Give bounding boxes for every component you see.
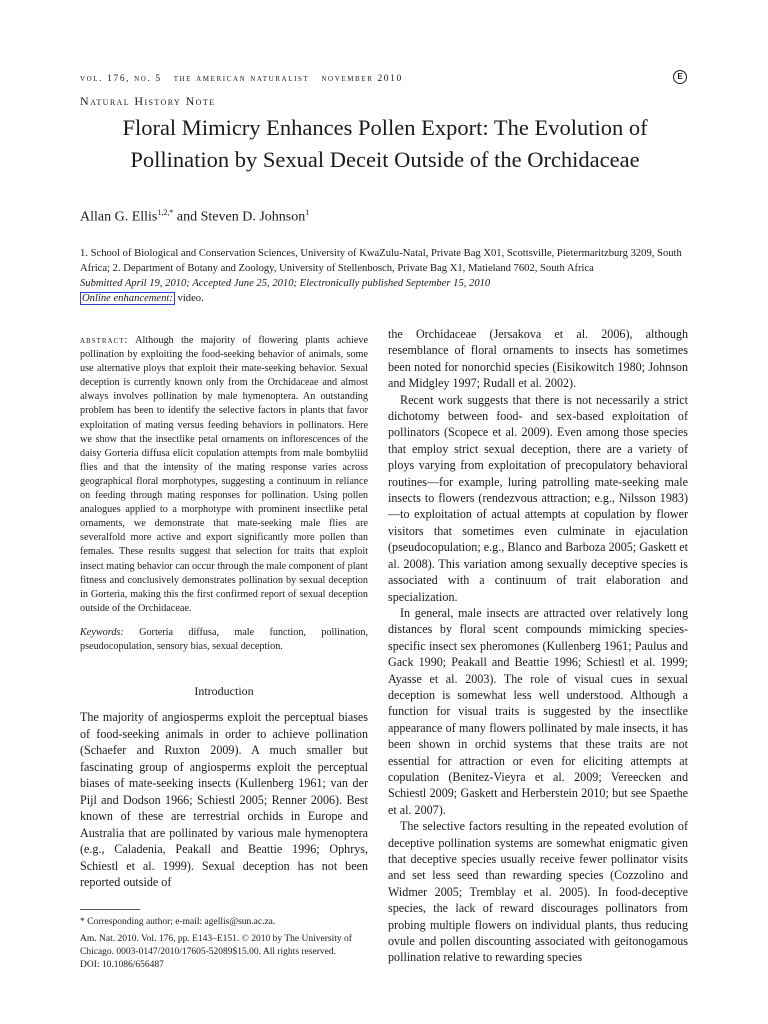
doi: DOI: 10.1086/656487 xyxy=(80,959,164,970)
footnote-divider xyxy=(80,909,140,910)
footnote: * Corresponding author; e-mail: agellis@sun.ac.za. xyxy=(80,916,276,927)
body-paragraph: the Orchidaceae (Jersakova et al. 2006), although resemblance of floral ornaments to insects has sometimes been noted for nonorchid species (Eisikowitch 1980; Johnson and Midgley 1997; Rudall et al. 2002). xyxy=(388,327,688,391)
author-connector: and xyxy=(173,209,201,225)
author-affiliation-marker: 1,2,* xyxy=(157,208,174,217)
keywords-text: Gorteria diffusa, male function, pollination, pseudocopulation, sensory bias, sexual deception. xyxy=(80,626,368,652)
submission-dates: Submitted April 19, 2010; Accepted June 25, 2010; Electronically published September 15, 2010 xyxy=(80,278,491,289)
publication-info: Am. Nat. 2010. Vol. 176, pp. E143–E151. © 2010 by The University of Chicago. 0003-0147/2010/17605-52089$15.00. All rights reserved. xyxy=(80,933,352,957)
author-name: Allan G. Ellis xyxy=(80,209,158,225)
author-list xyxy=(80,208,309,226)
abstract xyxy=(80,334,368,616)
affiliations: 1. School of Biological and Conservation Sciences, University of KwaZulu-Natal, Private Bag X01, Scottsville, Pietermaritzburg 3209, South Africa; 2. Department of Botany and Zoology, University of Stellenbosch, Private Bag X1, Matieland 7602, South Africa xyxy=(80,248,682,274)
section-label: Natural History Note xyxy=(80,94,216,108)
issue-date: november 2010 xyxy=(321,74,403,84)
body-paragraph: In general, male insects are attracted over relatively long distances by floral scent compounds mimicking species-specific insect sex pheromones (Kullenberg 1961; Paulus and Gack 1990; Peakall and Beattie 1996; Schiestl et al. 1999; Ayasse et al. 2003). The role of visual cues in sexual deception is somewhat less well understood. Although a function for visual traits is suggested by the insectlike appearance of many flowers pollinated by male insects, it has been shown in orchid systems that these traits are not essential for attraction or even for eliciting attempts at copulation (Benitez-Vieyra et al. 2009; Vereecken and Schiestl 2009; Gaskett and Herberstein 2010; but see Spaethe et al. 2007). xyxy=(388,605,688,817)
online-enhancement-link[interactable]: Online enhancement: xyxy=(82,293,173,304)
keywords xyxy=(80,626,368,654)
volume-info: vol. 176, no. 5 xyxy=(80,74,162,84)
body-paragraph: Recent work suggests that there is not necessarily a strict dichotomy between food- and sex-based exploitation of pollinators (Scopece et al. 2009). Even among those species that employ strict sexual deception, there are a variety of ploys varying from exploitation of precopulatory behavioral routines—for example, luring patrolling mate-seeking male insects to flowers (rendezvous attraction; e.g., Nilsson 1983)—to exploitation of actual attempts at copulation by flower visitors that sometimes even culminate in ejaculation (pseudocopulation; e.g., Blanco and Barboza 2005; Gaskett et al. 2008). This variation among sexually deceptive species is associated with a continuum of trait elaboration and specialization. xyxy=(388,392,688,604)
online-enhancement-text: video. xyxy=(174,293,204,304)
author-name: Steven D. Johnson xyxy=(200,209,306,225)
body-paragraph: The majority of angiosperms exploit the perceptual biases of food-seeking animals in order to achieve pollination (Schaefer and Ruxton 2009). A much smaller but fascinating group of angiosperms exploit the perceptual biases of mate-seeking insects (Kullenberg 1961; van der Pijl and Dodson 1966; Schiestl 2005; Renner 2006). Best known of these are terrestrial orchids in Europe and Australia that are pollinated by various male hymenoptera (e.g., Caladenia, Peakall and Beattie 1996; Ophrys, Schiestl et al. 1999). Sexual deception has not been reported outside of xyxy=(80,710,368,890)
online-enhancement xyxy=(80,293,204,304)
enhancement-icon: E xyxy=(673,70,687,84)
abstract-text: Although the majority of flowering plants achieve pollination by exploiting the food-seeking behavior of animals, some use alternative ploys that exploit their mate-seeking behavior. Sexual deception is currently known only from the Orchidaceae and almost always involves pollination by male hymenoptera. An outstanding problem has been to identify the selective factors in plants that favor exploitation of mating versus feeding behaviors in pollinators. Here we show that the insectlike petal ornaments on inflorescences of the daisy Gorteria diffusa elicit copulation attempts from male bombyliid flies and that the intensity of the mating response varies across geographical floral morphotypes, suggesting a continuum in reliance on feeding through mating responses for pollination. Using pollen analogues applied to a morphotype with prominent insectlike petal ornaments, we demonstrate that mate-seeking male flies are severalfold more active and export significantly more pollen than females. These results suggest that selection for traits that exploit insect mating behavior can occur through the male component of plant fitness and conclusively demonstrates pollination by sexual deception in Gorteria, making this the first confirmed report of sexual deception outside of the Orchidaceae. xyxy=(80,335,368,614)
journal-name: the american naturalist xyxy=(173,74,310,84)
body-paragraph: The selective factors resulting in the repeated evolution of deceptive pollination systems are somewhat enigmatic given that deceptive species usually receive fewer pollinator visits and set less seed than rewarding species (Cozzolino and Widmer 2005; Tremblay et al. 2005). In food-deceptive species, the lack of reward discourages pollinators from probing multiple flowers on individual plants, thus reducing ovule and pollen discounting associated with geitonogamous pollination relative to rewarding species xyxy=(388,819,688,965)
author-affiliation-marker: 1 xyxy=(305,208,310,217)
keywords-label: Keywords: xyxy=(80,626,124,638)
abstract-label: abstract: xyxy=(80,335,129,346)
section-heading: Introduction xyxy=(194,684,254,699)
right-column xyxy=(388,326,688,966)
article-title: Floral Mimicry Enhances Pollen Export: The Evolution of Pollination by Sexual Deceit Outside of the Orchidaceae xyxy=(122,115,648,172)
left-column xyxy=(80,334,368,972)
running-head xyxy=(80,74,690,84)
